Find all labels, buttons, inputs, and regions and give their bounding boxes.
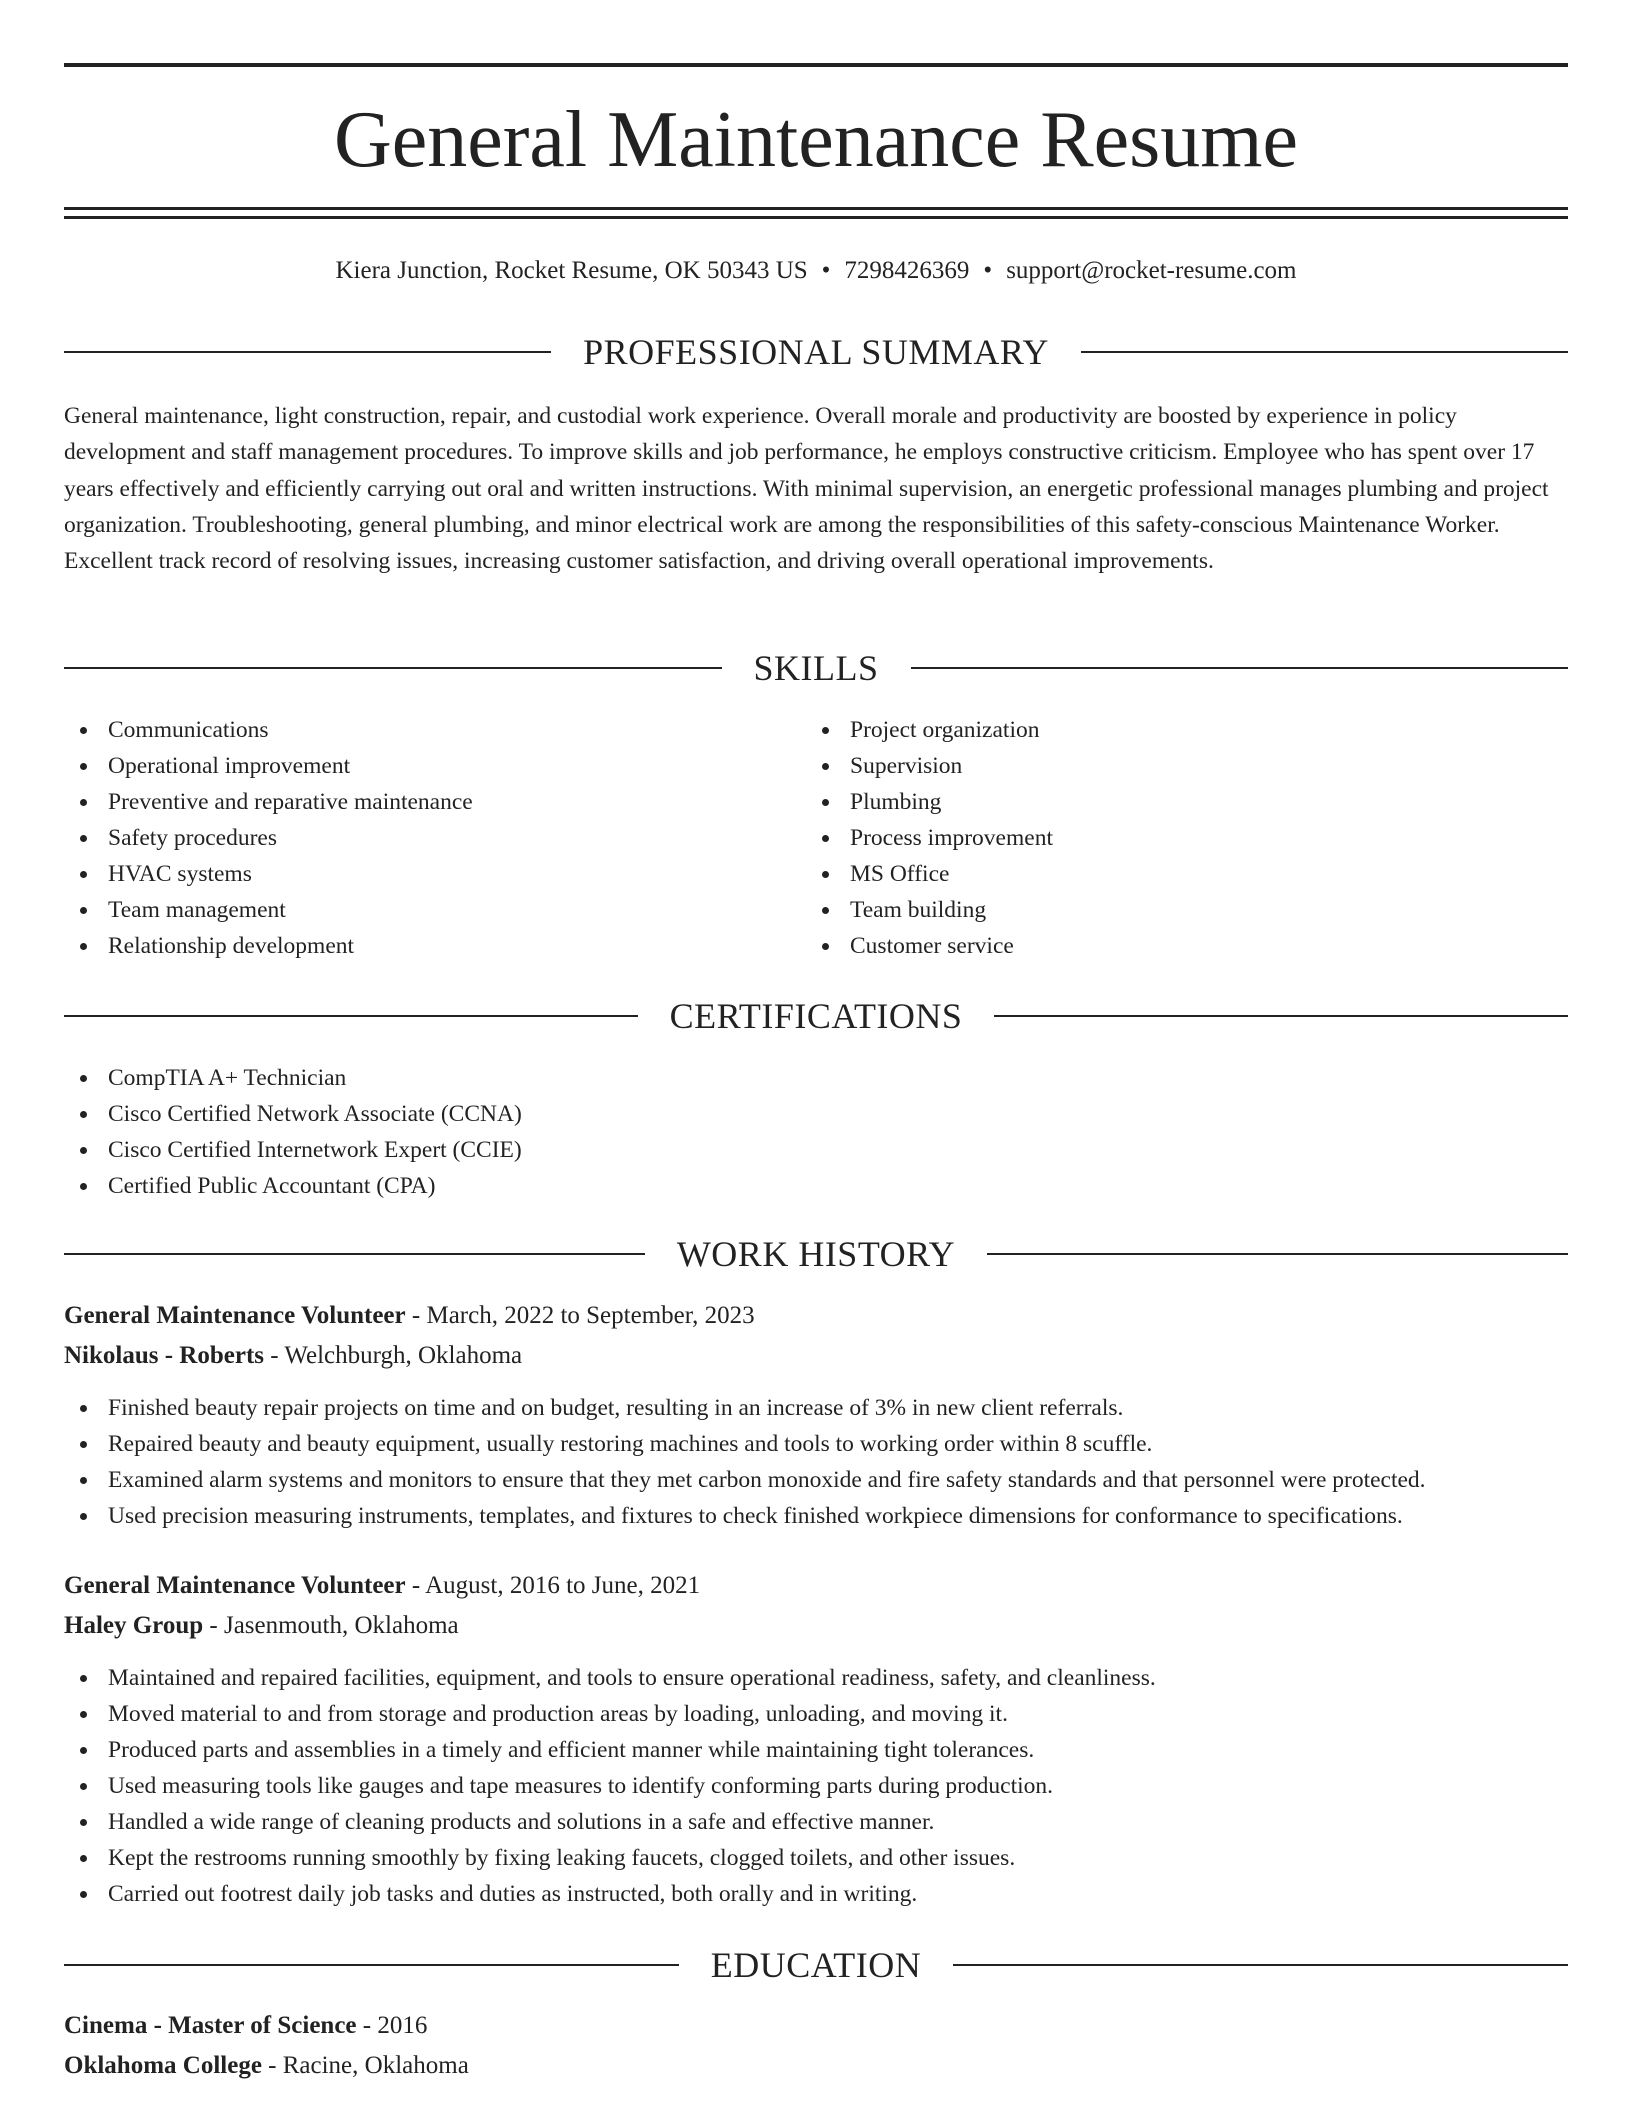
- section-rule: [64, 351, 551, 353]
- section-rule: [64, 1015, 638, 1017]
- skill-item: Customer service: [806, 928, 1566, 964]
- resume-title: General Maintenance Resume: [333, 96, 1299, 184]
- section-rule: [987, 1253, 1568, 1255]
- responsibility-item: Finished beauty repair projects on time and on budget, resulting in an increase of 3% in new client referrals.: [64, 1390, 1568, 1426]
- skills-list-left: [64, 712, 804, 964]
- skills-list-right: [806, 712, 1566, 964]
- skill-item: Relationship development: [64, 928, 804, 964]
- skill-item: Team management: [64, 892, 804, 928]
- education-degree-line: [64, 2008, 1568, 2044]
- responsibility-item: Examined alarm systems and monitors to ensure that they met carbon monoxide and fire safety standards and that personnel were protected.: [64, 1462, 1568, 1498]
- certification-item: Cisco Certified Network Associate (CCNA): [64, 1096, 1568, 1132]
- certifications-list: [64, 1060, 1568, 1204]
- skill-item: Team building: [806, 892, 1566, 928]
- title-double-rule: [64, 207, 1568, 219]
- top-rule: [64, 63, 1568, 67]
- responsibility-item: Maintained and repaired facilities, equipment, and tools to ensure operational readiness, safety, and cleanliness.: [64, 1660, 1568, 1696]
- skill-item: Preventive and reparative maintenance: [64, 784, 804, 820]
- job-title-line: [64, 1298, 1568, 1334]
- responsibility-item: Kept the restrooms running smoothly by fixing leaking faucets, clogged toilets, and other issues.: [64, 1840, 1568, 1876]
- certification-item: Certified Public Accountant (CPA): [64, 1168, 1568, 1204]
- job-dates: - March, 2022 to September, 2023: [405, 1302, 755, 1329]
- responsibility-item: Moved material to and from storage and production areas by loading, unloading, and moving it.: [64, 1696, 1568, 1732]
- responsibility-item: Repaired beauty and beauty equipment, usually restoring machines and tools to working order within 8 scuffle.: [64, 1426, 1568, 1462]
- skill-item: Operational improvement: [64, 748, 804, 784]
- section-title: EDUCATION: [710, 1945, 922, 1985]
- responsibility-item: Used precision measuring instruments, templates, and fixtures to check finished workpiece dimensions for conformance to specifications.: [64, 1498, 1568, 1534]
- skill-item: Communications: [64, 712, 804, 748]
- section-rule: [1081, 351, 1568, 353]
- skill-item: HVAC systems: [64, 856, 804, 892]
- job-location: - Jasenmouth, Oklahoma: [203, 1612, 459, 1639]
- section-title: CERTIFICATIONS: [669, 996, 963, 1036]
- skill-item: Plumbing: [806, 784, 1566, 820]
- responsibility-item: Used measuring tools like gauges and tape measures to identify conforming parts during production.: [64, 1768, 1568, 1804]
- contact-separator: •: [983, 257, 993, 284]
- skill-item: Supervision: [806, 748, 1566, 784]
- section-title: SKILLS: [753, 648, 879, 688]
- section-title: WORK HISTORY: [676, 1234, 956, 1274]
- education-location: - Racine, Oklahoma: [261, 2052, 469, 2079]
- job-title: General Maintenance Volunteer: [64, 1572, 406, 1599]
- summary-text: General maintenance, light construction, repair, and custodial work experience. Overall morale and productivity are boosted by experience in policy development and staff management procedures. To improve skills and job performance, he employs constructive criticism. Employee who has spent over 17 years effectively and efficiently carrying out oral and written instructions. With minimal supervision, an energetic professional manages plumbing and project organization. Troubleshooting, general plumbing, and minor electrical work are among the responsibilities of this safety-conscious Maintenance Worker. Excellent track record of resolving issues, increasing customer satisfaction, and driving overall operational improvements.: [64, 403, 1549, 575]
- skill-item: MS Office: [806, 856, 1566, 892]
- skills-section-header: [64, 646, 1568, 690]
- responsibility-item: Handled a wide range of cleaning products and solutions in a safe and effective manner.: [64, 1804, 1568, 1840]
- contact-email: support@rocket-resume.com: [1006, 257, 1297, 284]
- job-employer-line: [64, 1608, 1568, 1644]
- education-school-line: [64, 2048, 1568, 2084]
- section-rule: [994, 1015, 1568, 1017]
- education-section-header: [64, 1943, 1568, 1987]
- certifications-section-header: [64, 994, 1568, 1038]
- section-title: PROFESSIONAL SUMMARY: [583, 332, 1049, 372]
- job-title-line: [64, 1568, 1568, 1604]
- contact-address: Kiera Junction, Rocket Resume, OK 50343 US: [335, 257, 808, 284]
- responsibility-item: Carried out footrest daily job tasks and duties as instructed, both orally and in writing.: [64, 1876, 1568, 1912]
- education-degree: Cinema - Master of Science: [64, 2012, 357, 2039]
- section-rule: [64, 1253, 645, 1255]
- section-rule: [64, 667, 722, 669]
- job-location: - Welchburgh, Oklahoma: [264, 1342, 523, 1369]
- contact-phone: 7298426369: [844, 257, 970, 284]
- education-year: - 2016: [356, 2012, 428, 2039]
- summary-section-header: [64, 330, 1568, 374]
- job-responsibilities-list: [64, 1390, 1568, 1534]
- certification-item: CompTIA A+ Technician: [64, 1060, 1568, 1096]
- certification-item: Cisco Certified Internetwork Expert (CCIE): [64, 1132, 1568, 1168]
- job-dates: - August, 2016 to June, 2021: [405, 1572, 701, 1599]
- skill-item: Process improvement: [806, 820, 1566, 856]
- section-rule: [953, 1964, 1568, 1966]
- work-history-section-header: [64, 1232, 1568, 1276]
- contact-line: [64, 254, 1568, 288]
- section-rule: [64, 1964, 679, 1966]
- job-responsibilities-list: [64, 1660, 1568, 1912]
- responsibility-item: Produced parts and assemblies in a timely and efficient manner while maintaining tight tolerances.: [64, 1732, 1568, 1768]
- job-employer: Nikolaus - Roberts: [64, 1342, 265, 1369]
- contact-separator: •: [821, 257, 831, 284]
- job-employer-line: [64, 1338, 1568, 1374]
- job-title: General Maintenance Volunteer: [64, 1302, 406, 1329]
- section-rule: [911, 667, 1569, 669]
- skill-item: Safety procedures: [64, 820, 804, 856]
- job-employer: Haley Group: [64, 1612, 204, 1639]
- skill-item: Project organization: [806, 712, 1566, 748]
- education-school: Oklahoma College: [64, 2052, 262, 2079]
